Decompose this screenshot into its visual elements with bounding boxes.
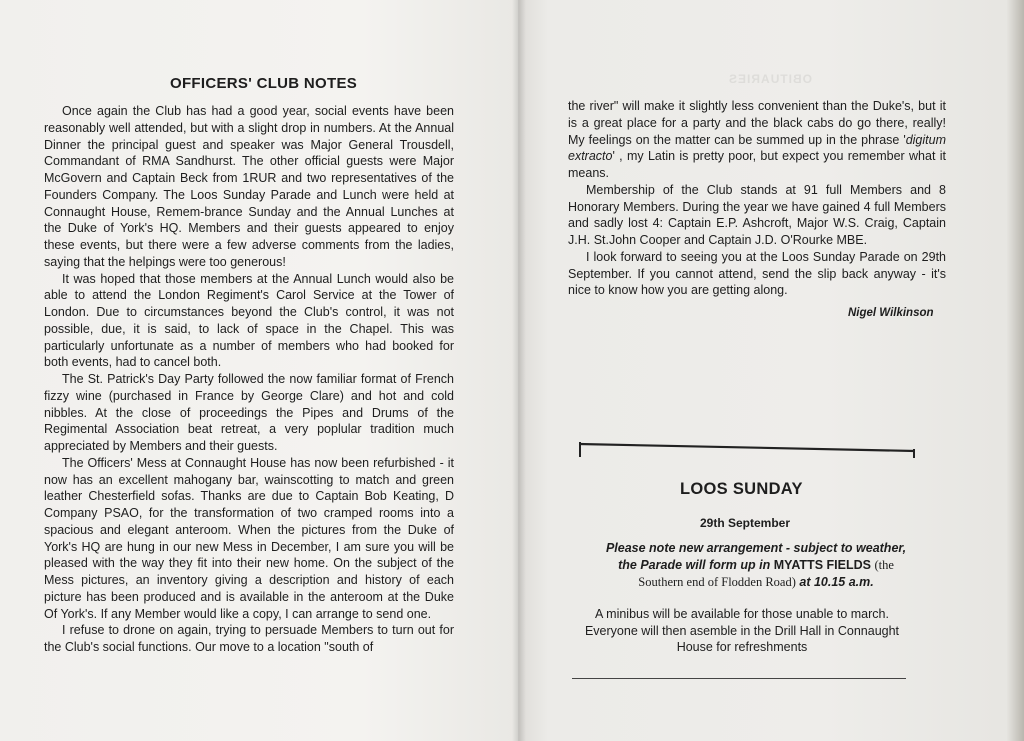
paragraph-membership: Membership of the Club stands at 91 full Members and 8 Honorary Members. During the year we have gained 4 full Members and sadly lost 4: Captain E.P. Ashcroft, Major W.S. Craig, Captain J.H. St.John Cooper and Captain J.D. O'Rourke MBE. <box>568 182 946 247</box>
paragraph-officers-mess: The Officers' Mess at Connaught House has now been refurbished - it now has an excellent mahogany bar, wainscotting to match and green leather Chesterfield sofas. Thanks are due to Captain Bob Keating, D Company PSAO, for the transformation of two cramped rooms into a spacious and elegant anteroom. When the pictures from the Duke of York's HQ are hung in our new Mess in December, I am sure you will be pleased with the way they fit into their new home. On the subject of the Mess pictures, an inventory giving a description and history of each picture has been produced and is available in the anteroom at the Duke Of York's. If any Member would like a copy, I can arrange to send one. <box>44 455 454 621</box>
loos-sunday-date: 29th September <box>700 516 791 530</box>
paragraph-carol-service: It was hoped that those members at the Annual Lunch would also be able to attend the London Regiment's Carol Service at the Tower of London. Due to circumstances beyond the Club's control, it was not possible, due, it is said, to lack of space in the Chapel. This was particularly unfortunate as a number of members who had booked for both events, had to cancel both. <box>44 271 454 370</box>
top-rule-line <box>579 444 915 451</box>
parade-time: at 10.15 a.m. <box>799 575 874 589</box>
paragraph-events: Once again the Club has had a good year, social events have been reasonably well attended, but with a slight drop in numbers. At the Annual Dinner the principal guest and speaker was Major General Trousdell, Commandant of RMA Sandhurst. The other official guests were Major McGovern and Captain Beck from 1RUR and two representatives of the Founders Company. The Loos Sunday Parade and Lunch were held at Connaught House, Remem-brance Sunday and the Annual Lunches at the Duke of York's HQ. Members and their guests appeared to enjoy these events, but there were a few adverse comments from the ladies, saying that the helpings were too generous! <box>44 104 454 269</box>
paragraph-look-forward: I look forward to seeing you at the Loos Sunday Parade on 29th September. If you cannot attend, send the slip back anyway - it's nice to know how you are getting along. <box>568 249 946 298</box>
notice-line-1: Please note new arrangement - subject to weather, <box>605 541 907 555</box>
notice-line-3a: Southern end of Flodden Road) <box>638 575 796 589</box>
parade-location: MYATTS FIELDS <box>773 558 871 572</box>
loos-sunday-title: LOOS SUNDAY <box>680 480 803 498</box>
paragraph-st-patricks: The St. Patrick's Day Party followed the now familiar format of French fizzy wine (purchased in France by George Clare) and hot and cold nibbles. At the close of proceedings the Pipes and Drums of the Regimental Association beat retreat, a very poplular tradition much appreciated by Members and their guests. <box>44 372 454 453</box>
club-notes-continued <box>568 98 946 299</box>
page-title: OFFICERS' CLUB NOTES <box>170 75 358 92</box>
arrangement-notice <box>586 540 926 591</box>
latin-phrase: digitum extracto <box>568 132 946 164</box>
club-notes-text <box>44 103 454 656</box>
paragraph-social-functions: I refuse to drone on again, trying to persuade Members to turn out for the Club's social functions. Our move to a location "south of <box>44 623 454 654</box>
decorative-top-rule <box>577 437 917 467</box>
paragraph-continuation <box>568 98 946 182</box>
signature: Nigel Wilkinson <box>848 307 934 319</box>
minibus-note: A minibus will be available for those unable to march. Everyone will then asemble in the Drill Hall in Connaught House for refreshments <box>584 607 900 654</box>
notice-line-3 <box>586 574 926 591</box>
page-gutter <box>512 0 526 741</box>
page-edge <box>1006 0 1024 741</box>
continuation-text-b: ' , my Latin is pretty poor, but expect you remember what it means. <box>568 149 946 180</box>
show-through-heading: OBITUARIES <box>728 72 813 86</box>
notice-line-2a: the Parade will form up in <box>618 558 771 572</box>
continuation-text-a: the river" will make it slightly less convenient than the Duke's, but it is a great place for a party and the black cabs do go there, really! My feelings on the matter can be summed up in the phrase ' <box>568 99 946 147</box>
notice-line-2b: (the <box>874 558 894 572</box>
notice-line-2 <box>586 557 926 574</box>
reply-slip-rule <box>572 678 906 679</box>
